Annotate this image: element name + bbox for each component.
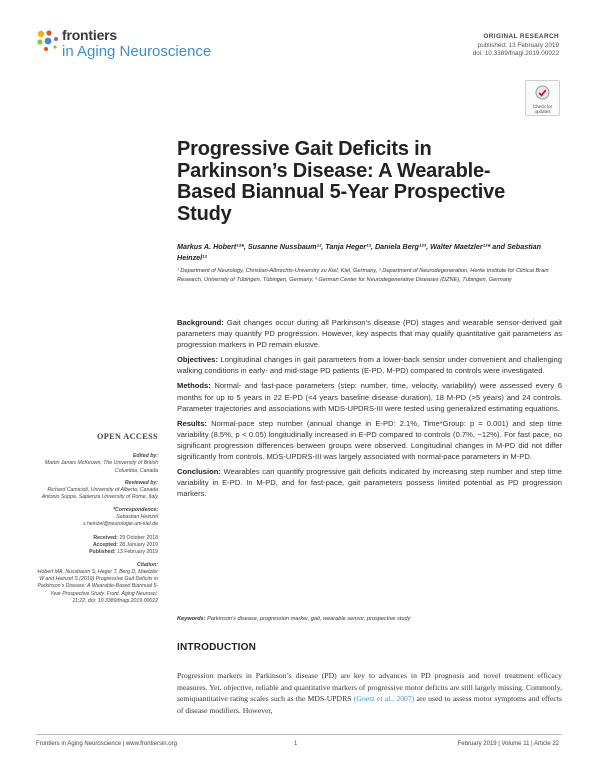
article-meta (473, 33, 559, 59)
author-list: Markus A. Hobert¹²*, Susanne Nussbaum¹², Tanja Heger¹², Daniela Berg¹²³, Walter Maetzler¹²* and Sebastian Heinzel¹² (177, 242, 541, 262)
received-date: Received: 29 October 2018 (93, 534, 158, 541)
published-date: published: 13 February 2019 (477, 41, 559, 49)
article-title: Progressive Gait Deficits in Parkinson’s Disease: A Wearable-Based Biannual 5-Year Prospective Study (177, 138, 505, 225)
reviewed-by-heading: Reviewed by: (124, 479, 158, 486)
edited-by-heading: Edited by: (132, 453, 158, 459)
affiliations: ¹ Department of Neurology, Christian-Albrechts-University zu Kiel, Kiel, Germany, ² Department of Neurodegeneration, Hertie Institute for Clinical Brain Research, University of Tübingen, Tübingen, Germany, ³ German Center for Neurodegenerative Diseases (DZNE), Tübingen, Germany (177, 268, 549, 283)
reviewer: Antonio Suppa, Sapienza University of Rome, Italy (41, 494, 158, 501)
abstract (177, 317, 562, 503)
abstract-background: Background: Gait changes occur during all Parkinson’s disease (PD) stages and wearable sensor-derived gait parameters may quantify PD progression. However, key aspects that may qualify quantitative gait parameters as progression markers in PD remain elusive. (177, 318, 562, 350)
correspondence-heading: *Correspondence: (113, 506, 158, 513)
keywords: Keywords: Parkinson’s disease, progression marker, gait, wearable sensor, prospective study (177, 616, 411, 622)
published-date-side: Published: 13 February 2019 (89, 549, 158, 556)
abstract-heading: Background: (177, 318, 224, 327)
editor: Martin James McKeown, The University of British Columbia, Canada (44, 460, 158, 474)
citation: Hobert MA, Nussbaum S, Heger T, Berg D, Maetzler W and Heinzel S (2019) Progressive Gait Deficits in Parkinson’s Disease: A Wearable-Based Biannual 5-Year Prospective Study. Front. Aging Neurosci. 11:22. doi: 10.3389/fnagi.2019.00022 (37, 568, 158, 605)
journal-name: in Aging Neuroscience (62, 43, 212, 60)
reviewer: Richard Camicioli, University of Alberta, Canada (47, 487, 158, 494)
frontiers-logo-icon (36, 29, 60, 53)
page-number: 1 (294, 741, 298, 747)
abstract-conclusion: Conclusion: Wearables can quantify progressive gait deficits indicated by increasing step number and step time variability in E-PD. In M-PD, and for fast-pace, gait parameters possess limited potential as PD progression markers. (177, 467, 562, 499)
accepted-date: Accepted: 28 January 2019 (92, 541, 158, 548)
citation-heading: Citation: (136, 561, 158, 568)
side-column (36, 453, 158, 605)
check-updates-label: Check for updates (532, 104, 553, 114)
abstract-methods: Methods: Normal- and fast-pace parameters (step: number, time, velocity, variability) were assessed every 6 months for up to 5 years in 22 E-PD (<4 years baseline disease duration), 18 M-PD (>5 years) and 24 controls. Parameter trajectories and associations with MDS-UPDRS-III were tested using generalized estimating equations. (177, 381, 562, 413)
footer-journal[interactable]: Frontiers in Aging Neuroscience | www.frontiersin.org (36, 741, 177, 747)
footer-issue: February 2019 | Volume 11 | Article 22 (457, 741, 559, 747)
abstract-heading: Methods: (177, 381, 211, 391)
abstract-results: Results: Normal-pace step number (annual change in E-PD: 2.1%, Time*Group: p = 0.001) and step time variability (8.5%, p < 0.05) longitudinally increased in E-PD compared to controls (0.7%, −12%). For fast pace, no significant progression differences between groups were observed. Longitudinal changes in M-PD did not differ significantly from controls. MDS-UPDRS-III was largely associated with normal-pace parameters in M-PD. (177, 418, 562, 462)
logo-wordmark: frontiers (62, 27, 117, 43)
article-doi[interactable]: doi: 10.3389/fnagi.2019.00022 (472, 50, 559, 58)
abstract-objectives: Objectives: Longitudinal changes in gait parameters from a lower-back sensor under convenient and challenging walking conditions in early- and mid-stage PD patients (E-PD, M-PD) compared to controls were investigated. (177, 355, 562, 376)
article-type: ORIGINAL RESEARCH (483, 33, 559, 40)
correspondence-email[interactable]: s.heinzel@neurologie.uni-kiel.de (82, 521, 158, 528)
abstract-heading: Conclusion: (177, 467, 221, 477)
abstract-heading: Objectives: (177, 355, 218, 365)
citation-link[interactable]: (Goetz et al., 2007) (353, 694, 415, 704)
open-access-label: OPEN ACCESS (96, 432, 158, 441)
journal-logo (36, 27, 216, 67)
section-heading-introduction: INTRODUCTION (177, 642, 257, 653)
check-for-updates-badge[interactable] (525, 80, 560, 116)
abstract-heading: Results: (177, 418, 207, 428)
correspondence-name: Sebastian Heinzel (116, 514, 158, 521)
check-updates-icon (535, 85, 550, 100)
keywords-heading: Keywords: (177, 616, 206, 622)
introduction-text: Progression markers in Parkinson’s disease (PD) are key to advances in PD prognosis and novel treatment efficacy measures. Yet, objective, reliable and quantitative markers of progressive motor deficits are still largely missing. Commonly, semiquantitative rating scales such as the MDS-UPDRS (Goetz et al., 2007) are used to assess motor symptoms and effects of disease modifiers. However, (177, 671, 562, 715)
footer-divider (36, 734, 562, 735)
